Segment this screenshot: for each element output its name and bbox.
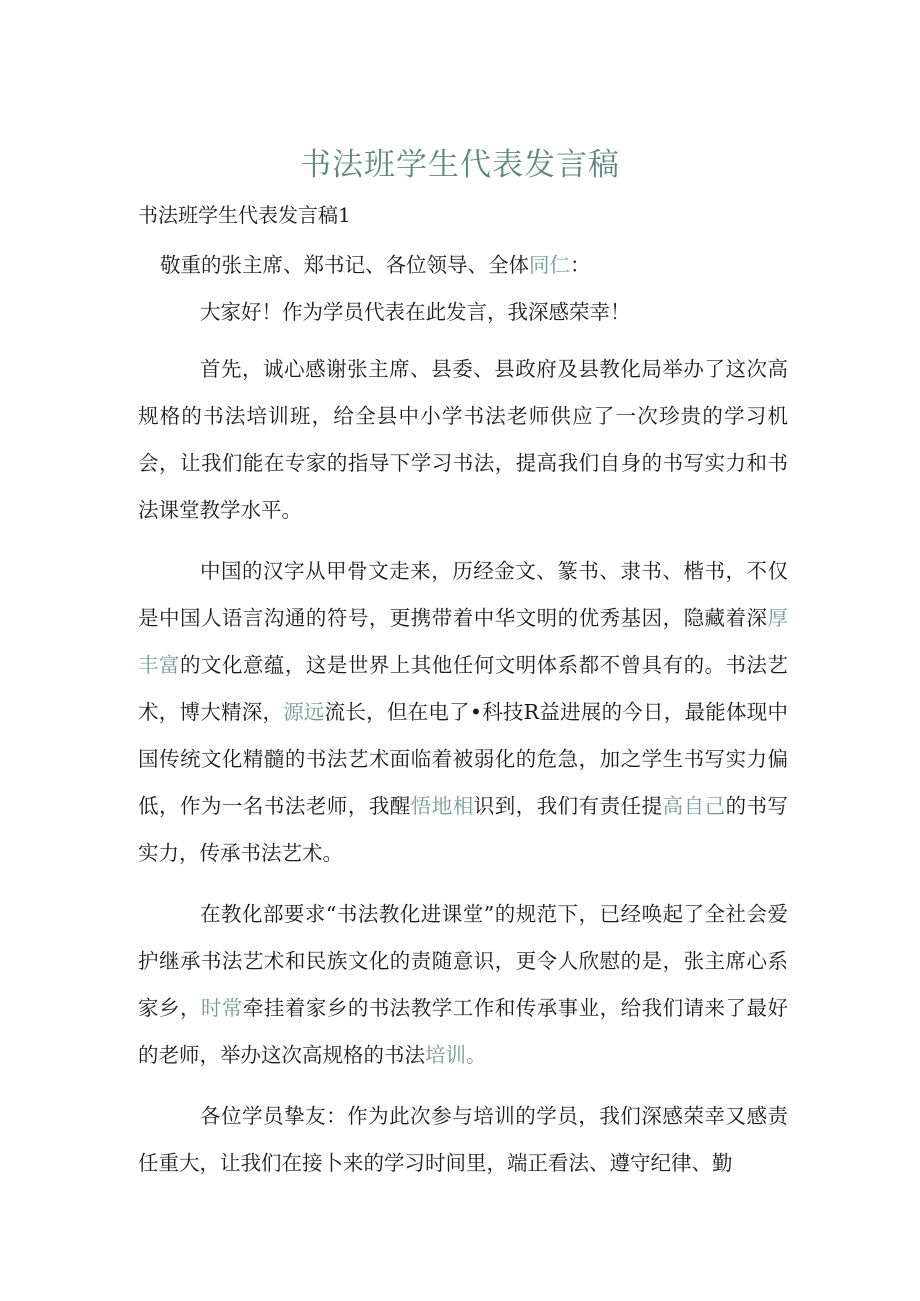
highlight-segment: 源远 xyxy=(283,700,325,724)
text-segment: 牵挂着家乡的书法教学工作和传承事业，给我们请来了最好的老师，举办这次高规格的书法 xyxy=(138,996,789,1067)
text-segment: 的文化意蕴，这是世界上其他任何文明体系都不曾具有的。书法艺术，博大精深， xyxy=(138,653,789,724)
highlight-segment: 高自己 xyxy=(662,794,726,818)
paragraph-students: 各位学员挚友：作为此次参与培训的学员，我们深感荣幸又感责任重大，让我们在接卜来的学习时间里，端正看法、遵守纪律、勤 xyxy=(138,1104,788,1175)
paragraph-thanks: 首先，诚心感谢张主席、县委、县政府及县教化局举办了这次高规格的书法培训班，给全县中小学书法老师供应了一次珍贵的学习机会，让我们能在专家的指导下学习书法，提高我们自身的书写实力和书法课堂教学水平。 xyxy=(138,357,788,522)
document-body xyxy=(138,242,788,1201)
salutation xyxy=(138,242,788,289)
highlight-segment: 厚丰富 xyxy=(138,606,788,677)
salutation-text: 敬重的张主席、郑书记、各位领导、全体 xyxy=(160,253,529,277)
text-segment: 流长，但在电了•科技R益进展的今日，最能体现中国传统文化精髓的书法艺术面临着被弱化的危急，加之学生书写实力偏低，作为一名书法老师，我醒 xyxy=(138,700,788,818)
highlight-segment: 悟地相 xyxy=(410,794,474,818)
text-segment: 的书写实力，传承书法艺术。 xyxy=(138,794,789,865)
document-subtitle: 书法班学生代表发言稿1 xyxy=(138,203,351,227)
paragraph-chinese-characters xyxy=(138,548,788,877)
highlight-segment: 时常 xyxy=(200,996,243,1020)
salutation-highlight: 同仁 xyxy=(529,253,570,277)
paragraph-greeting: 大家好！作为学员代表在此发言，我深感荣幸！ xyxy=(200,300,631,324)
salutation-colon: ： xyxy=(570,253,591,277)
text-segment: 识到，我们有责任提 xyxy=(473,794,663,818)
highlight-segment: 培训。 xyxy=(425,1043,487,1067)
text-segment: 中国的汉字从甲骨文走来，历经金文、篆书、隶书、楷书，不仅是中国人语言沟通的符号，更携带着中华文明的优秀基因，隐藏着深 xyxy=(138,559,788,630)
text-segment: 在教化部要求“书法教化进课堂”的规范下，已经唤起了全社会爱护继承书法艺术和民族文化的责随意识，更令人欣慰的是，张主席心系家乡， xyxy=(138,902,788,1020)
document-title: 书法班学生代表发言稿 xyxy=(300,147,620,183)
paragraph-education-policy xyxy=(138,891,788,1079)
